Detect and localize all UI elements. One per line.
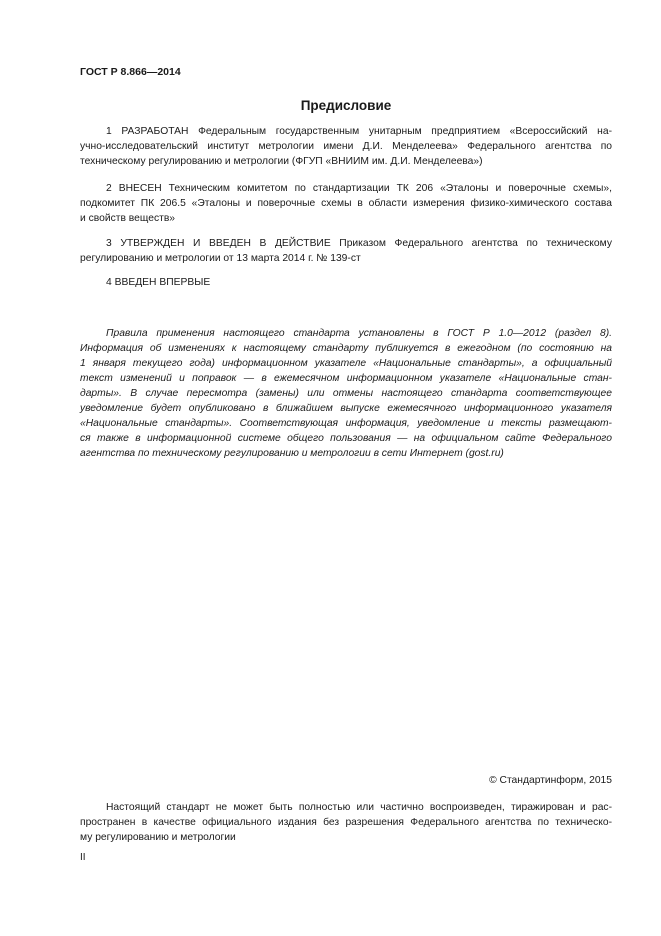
- copyright-line: © Стандартинформ, 2015: [489, 775, 612, 786]
- text-line: 2 ВНЕСЕН Техническим комитетом по стандартизации ТК 206 «Эталоны и поверочные схемы»,: [106, 183, 612, 194]
- standard-code-header: ГОСТ Р 8.866—2014: [80, 66, 181, 78]
- page-number: II: [80, 852, 86, 863]
- foreword-item-2: [80, 181, 612, 226]
- text-line: 1 января текущего года) информационном указателе «Национальные стандарты», а официальный: [80, 358, 612, 369]
- text-line: агентства по техническому регулированию и метрологии в сети Интернет (gost.ru): [80, 448, 504, 459]
- text-line: 1 РАЗРАБОТАН Федеральным государственным унитарным предприятием «Всероссийский на-: [106, 126, 612, 137]
- application-rules-notice: [80, 326, 612, 461]
- text-line: му регулированию и метрологии: [80, 832, 236, 843]
- text-line: текст изменений и поправок — в ежемесячном информационном указателе «Национальные стан-: [80, 373, 612, 384]
- text-line: Правила применения настоящего стандарта установлены в ГОСТ Р 1.0—2012 (раздел 8).: [106, 328, 612, 339]
- text-line: 4 ВВЕДЕН ВПЕРВЫЕ: [106, 277, 211, 288]
- foreword-item-1: [80, 124, 612, 169]
- text-line: учно-исследовательский институт метрологии имени Д.И. Менделеева» Федерального агентства по: [80, 141, 612, 152]
- text-line: Настоящий стандарт не может быть полностью или частично воспроизведен, тиражирован и рас-: [106, 802, 612, 813]
- foreword-item-4: [80, 275, 612, 290]
- text-line: техническому регулированию и метрологии (ФГУП «ВНИИМ им. Д.И. Менделеева»): [80, 156, 483, 167]
- text-line: дарты». В случае пересмотра (замены) или отмены настоящего стандарта соответствующее: [80, 388, 612, 399]
- text-line: Информация об изменениях к настоящему стандарту публикуется в ежегодном (по состоянию на: [80, 343, 612, 354]
- text-line: уведомление будет опубликовано в ближайшем выпуске ежемесячного информационного указателя: [80, 403, 612, 414]
- text-line: «Национальные стандарты». Соответствующая информация, уведомление и тексты размещают-: [80, 418, 612, 429]
- text-line: 3 УТВЕРЖДЕН И ВВЕДЕН В ДЕЙСТВИЕ Приказом Федерального агентства по техническому: [106, 238, 612, 249]
- text-line: пространен в качестве официального издания без разрешения Федерального агентства по техническо-: [80, 817, 612, 828]
- page-title: Предисловие: [300, 98, 392, 113]
- text-line: регулированию и метрологии от 13 марта 2014 г. № 139-ст: [80, 253, 361, 264]
- text-line: и свойств веществ»: [80, 213, 176, 224]
- foreword-item-3: [80, 236, 612, 266]
- reproduction-notice: [80, 800, 612, 845]
- text-line: ся также в информационной системе общего пользования — на официальном сайте Федерального: [80, 433, 612, 444]
- text-line: подкомитет ПК 206.5 «Эталоны и поверочные схемы в области измерения физико-химического состава: [80, 198, 612, 209]
